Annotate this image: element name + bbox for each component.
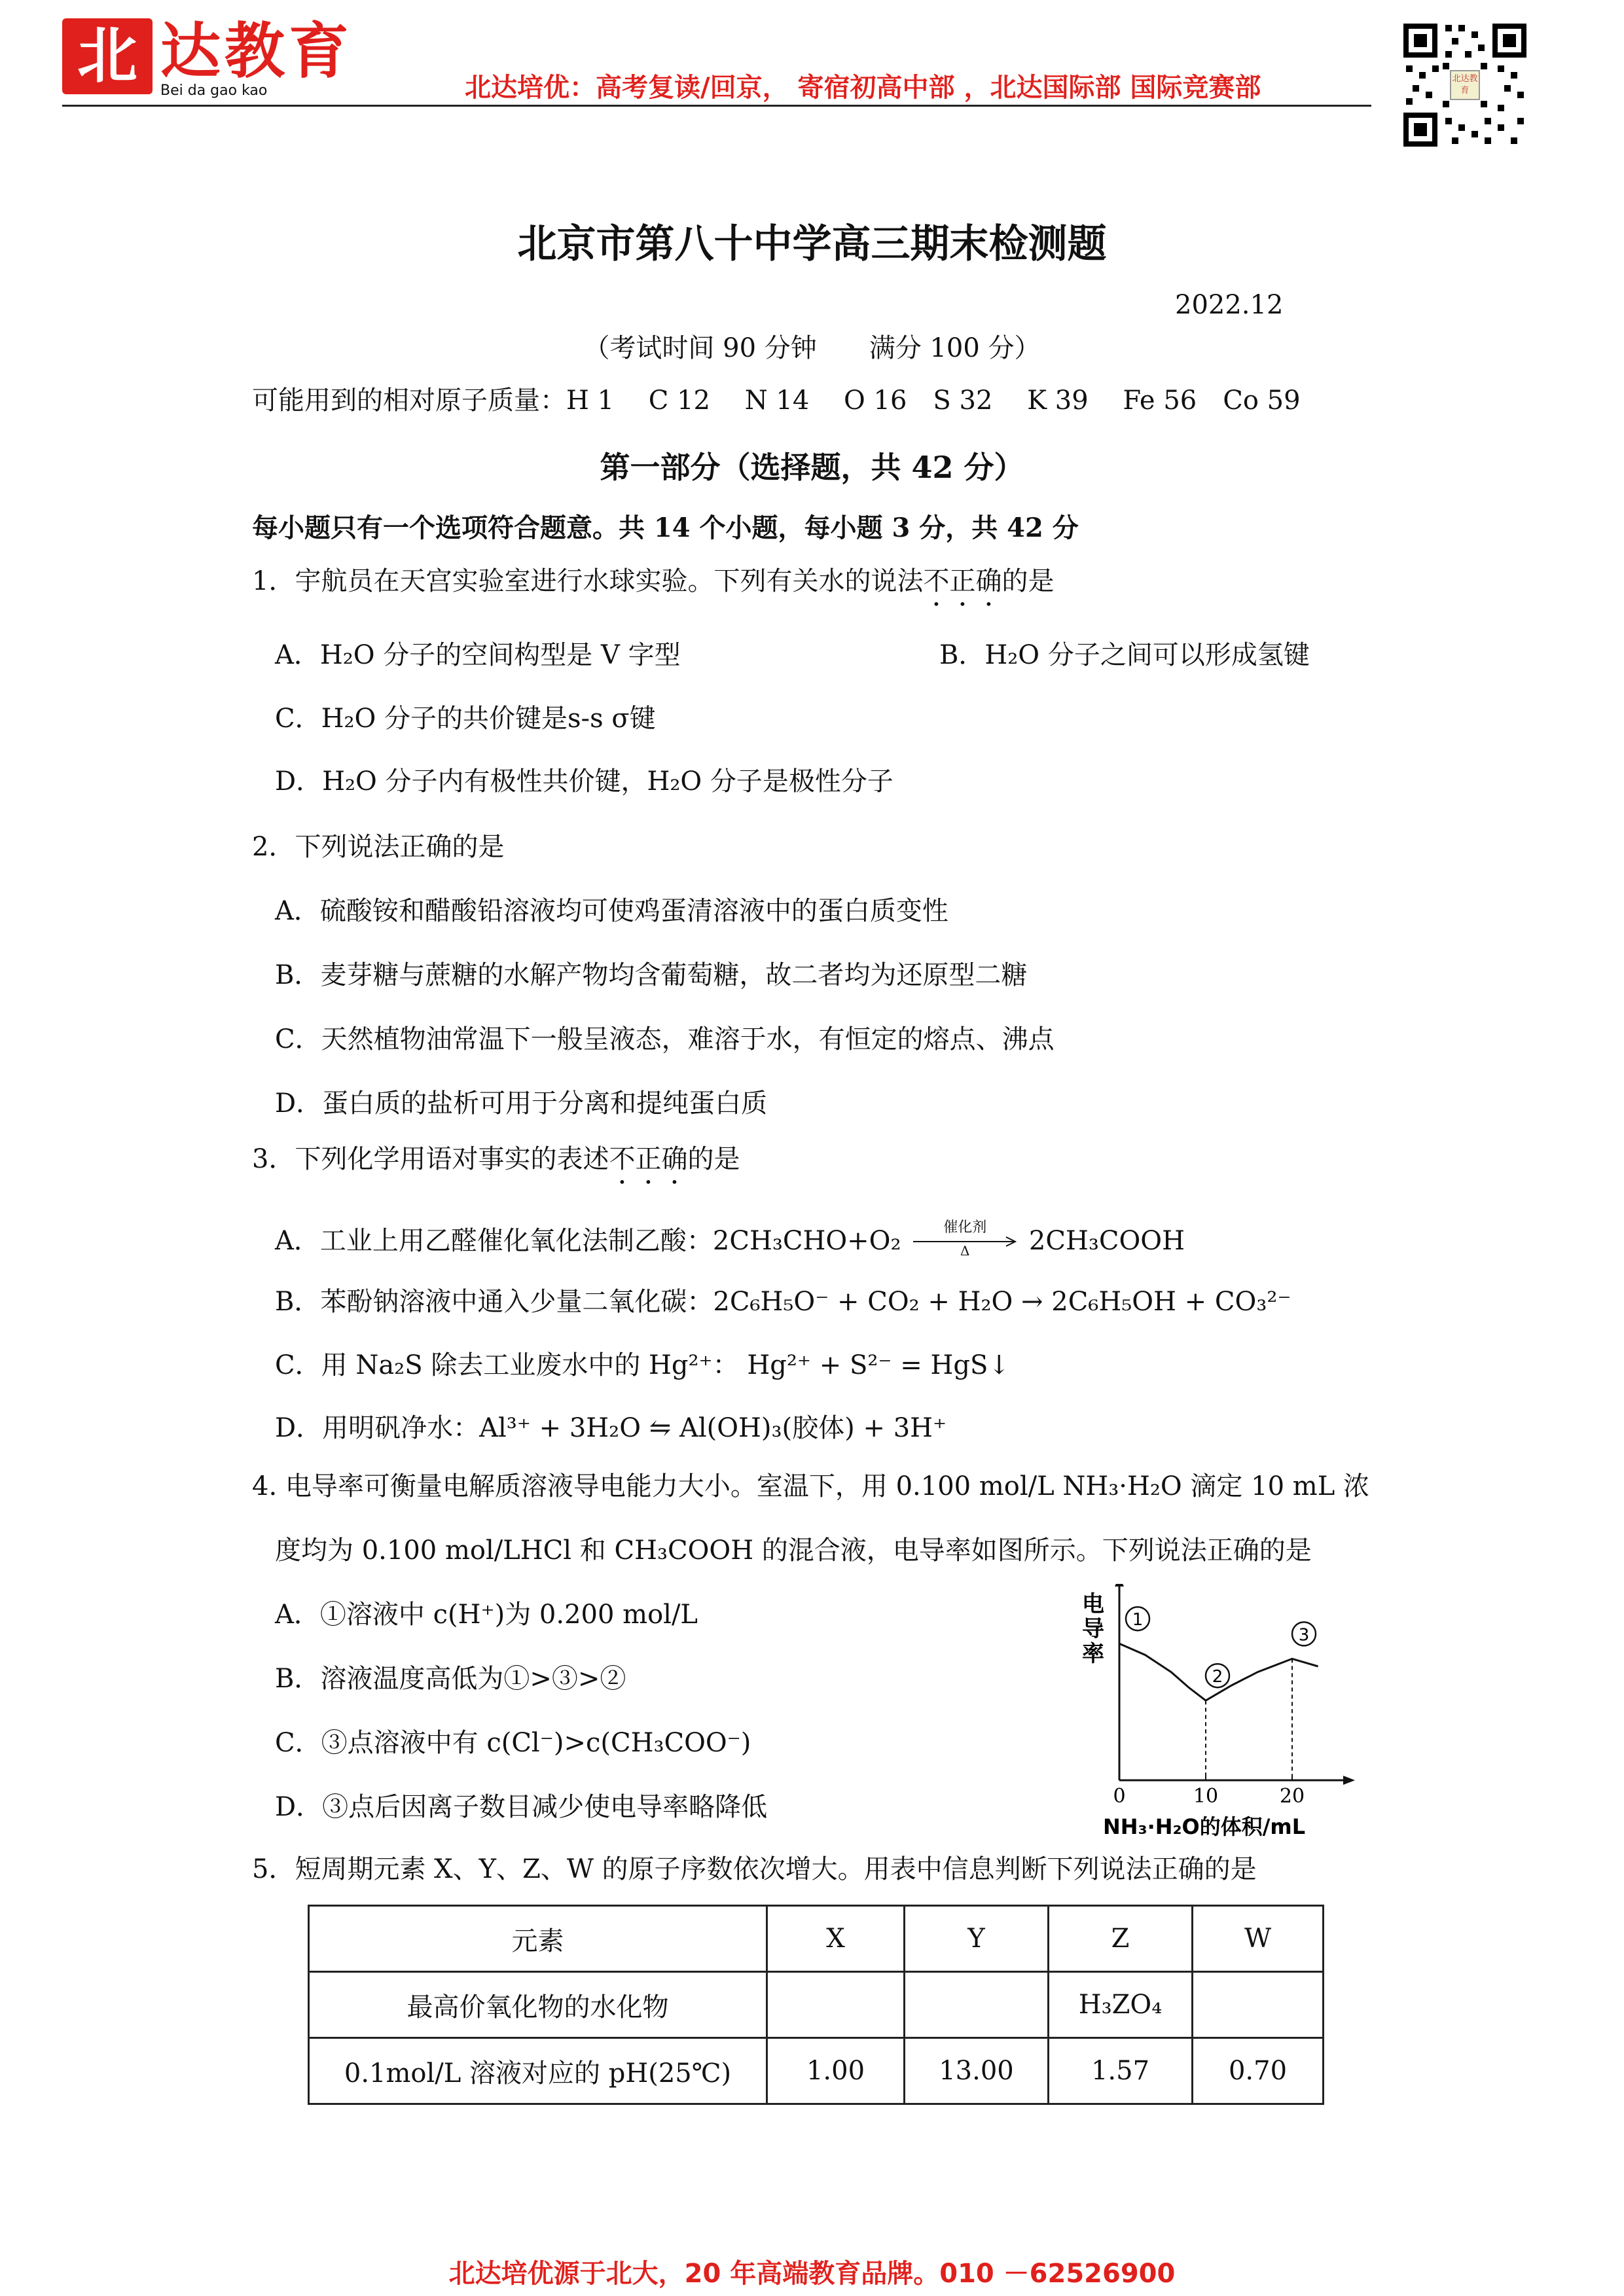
exam-date: 2022.12: [1175, 290, 1284, 320]
table-cell: 0.70: [1193, 2038, 1324, 2104]
header-slogan: 北达培优：高考复读/回京， 寄宿初高中部 ，北达国际部 国际竞赛部: [465, 73, 1261, 103]
q3-stem-text: 3．下列化学用语对事实的表述: [252, 1144, 609, 1174]
q1-stem: [252, 564, 1054, 612]
table-cell: [767, 1972, 905, 2038]
q2-option-a: A．硫酸铵和醋酸铅溶液均可使鸡蛋清溶液中的蛋白质变性: [275, 896, 948, 926]
q4-stem-line2: 度均为 0.100 mol/LHCl 和 CH₃COOH 的混合液，电导率如图所示。下列说法正确的是: [275, 1535, 1312, 1566]
element-table: [308, 1905, 1324, 2105]
q1-option-b: B．H₂O 分子之间可以形成氢键: [939, 640, 1310, 670]
page-title: 北京市第八十中学高三期末检测题: [517, 221, 1107, 267]
table-row: [309, 2038, 1324, 2104]
point-label: 1: [1132, 1610, 1144, 1630]
reaction-arrow: [909, 1219, 1020, 1259]
table-header-cell: W: [1193, 1906, 1324, 1972]
q4-option-b: B．溶液温度高低为①>③>②: [275, 1664, 626, 1694]
logo-mark: 北: [62, 18, 153, 94]
table-header-cell: 元素: [309, 1906, 767, 1972]
conductivity-chart: [1057, 1584, 1358, 1846]
point-label: 2: [1212, 1667, 1223, 1687]
q1-stem-text: 1．宇航员在天宫实验室进行水球实验。下列有关水的说法: [252, 566, 924, 596]
q3-stem-tail: 的是: [687, 1144, 740, 1174]
table-header-cell: X: [767, 1906, 905, 1972]
heat-label: Δ: [960, 1243, 970, 1259]
header-divider: [62, 105, 1371, 107]
q2-option-b: B．麦芽糖与蔗糖的水解产物均含葡萄糖，故二者均为还原型二糖: [275, 960, 1028, 990]
table-header-cell: Z: [1049, 1906, 1193, 1972]
q3-option-a: [275, 1219, 1185, 1259]
x-tick-label: 0: [1113, 1785, 1126, 1808]
x-tick-label: 20: [1279, 1785, 1305, 1808]
q1-option-c: C．H₂O 分子的共价键是s-s σ键: [275, 704, 656, 734]
q4-option-d: D．③点后因离子数目减少使电导率略降低: [275, 1792, 768, 1822]
exam-info: （考试时间 90 分钟 满分 100 分）: [583, 333, 1041, 363]
table-cell: 13.00: [905, 2038, 1049, 2104]
q3-option-c: C．用 Na₂S 除去工业废水中的 Hg²⁺： Hg²⁺ + S²⁻ = HgS↓: [275, 1350, 1010, 1380]
q3-emphasis: 不正确: [609, 1144, 688, 1174]
atomic-mass-line: 可能用到的相对原子质量：H 1 C 12 N 14 O 16 S 32 K 39 Fe 56 Co 59: [252, 386, 1301, 416]
table-header-cell: Y: [905, 1906, 1049, 1972]
table-cell: [1193, 1972, 1324, 2038]
part1-title: 第一部分（选择题，共 42 分）: [600, 450, 1024, 485]
table-cell: H₃ZO₄: [1049, 1972, 1193, 2038]
q4-option-a: A．①溶液中 c(H⁺)为 0.200 mol/L: [275, 1600, 698, 1630]
q3-option-b: B．苯酚钠溶液中通入少量二氧化碳：2C₆H₅O⁻ + CO₂ + H₂O → 2C₆H₅OH + CO₃²⁻: [275, 1287, 1291, 1317]
table-cell: [905, 1972, 1049, 2038]
q2-stem: 2．下列说法正确的是: [252, 832, 505, 862]
q3-option-a-product: 2CH₃COOH: [1028, 1226, 1185, 1256]
x-tick-label: 10: [1193, 1785, 1219, 1808]
table-row: [309, 1972, 1324, 2038]
table-cell: 0.1mol/L 溶液对应的 pH(25℃): [309, 2038, 767, 2104]
point-label: 3: [1298, 1625, 1310, 1645]
x-axis-label: NH₃·H₂O的体积/mL: [1103, 1814, 1306, 1839]
y-axis-arrow: [1115, 1584, 1124, 1587]
catalyst-label: 催化剂: [943, 1219, 987, 1236]
qr-center-label: 北达教育: [1452, 74, 1478, 96]
y-axis-label-2: 导: [1082, 1616, 1104, 1642]
qr-code: [1399, 20, 1530, 151]
footer-text: 北达培优源于北大，20 年高端教育品牌。010 －62526900: [448, 2259, 1176, 2289]
q3-stem: [252, 1142, 740, 1190]
q1-option-a: A．H₂O 分子的空间构型是 V 字型: [275, 640, 681, 670]
table-cell: 最高价氧化物的水化物: [309, 1972, 767, 2038]
logo: [62, 18, 403, 97]
q5-stem: 5．短周期元素 X、Y、Z、W 的原子序数依次增大。用表中信息判断下列说法正确的是: [252, 1854, 1257, 1884]
q2-option-d: D．蛋白质的盐析可用于分离和提纯蛋白质: [275, 1088, 768, 1119]
x-axis-arrow: [1343, 1776, 1355, 1785]
table-cell: 1.00: [767, 2038, 905, 2104]
q4-option-c: C．③点溶液中有 c(Cl⁻)>c(CH₃COO⁻): [275, 1728, 751, 1758]
q1-stem-tail: 的是: [1001, 566, 1055, 596]
q1-option-d: D．H₂O 分子内有极性共价键，H₂O 分子是极性分子: [275, 766, 893, 797]
conductivity-chart-svg: [1057, 1584, 1358, 1846]
table-cell: 1.57: [1049, 2038, 1193, 2104]
logo-subtext: Bei da gao kao: [160, 82, 268, 99]
logo-text: 达教育: [160, 16, 353, 86]
q1-emphasis: 不正确: [923, 566, 1002, 596]
q3-option-d: D．用明矾净水：Al³⁺ + 3H₂O ⇋ Al(OH)₃(胶体) + 3H⁺: [275, 1413, 947, 1443]
q4-stem-line1: 4. 电导率可衡量电解质溶液导电能力大小。室温下，用 0.100 mol/L NH₃·H₂O 滴定 10 mL 浓: [252, 1471, 1369, 1501]
element-table-wrap: [308, 1905, 1324, 2105]
table-header-row: [309, 1906, 1324, 1972]
y-axis-label-1: 电: [1082, 1591, 1104, 1617]
y-axis-label-3: 率: [1082, 1641, 1104, 1667]
part1-note: 每小题只有一个选项符合题意。共 14 个小题，每小题 3 分，共 42 分: [252, 512, 1079, 543]
q2-option-c: C．天然植物油常温下一般呈液态，难溶于水，有恒定的熔点、沸点: [275, 1024, 1055, 1054]
q3-option-a-text: A．工业上用乙醛催化氧化法制乙酸：2CH₃CHO+O₂: [275, 1226, 901, 1256]
